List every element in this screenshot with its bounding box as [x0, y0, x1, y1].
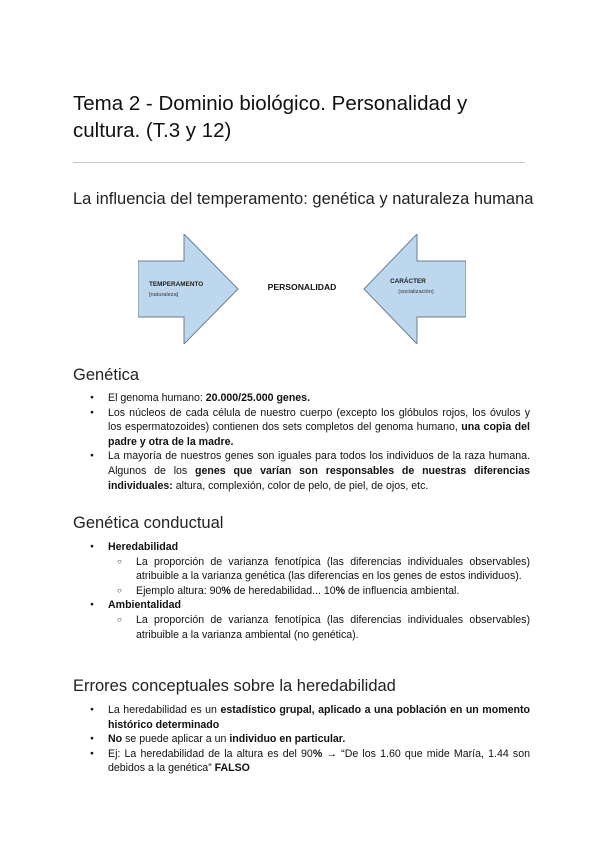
section-heading-temperament: La influencia del temperamento: genética y naturaleza humana	[73, 190, 534, 208]
sub-list-item: ○ La proporción de varianza fenotípica (las diferencias individuales observables) atribuible a la varianza ambiental (no genética).	[90, 613, 530, 642]
errores-list	[90, 703, 530, 776]
personality-diagram	[138, 234, 466, 344]
temperament-sublabel: [naturaleza]	[149, 292, 179, 298]
personality-label: PERSONALIDAD	[267, 282, 337, 292]
temperament-arrow	[138, 234, 238, 344]
character-label: CARÁCTER	[390, 278, 426, 285]
genetica-list	[90, 391, 530, 493]
horizontal-rule	[73, 162, 525, 163]
list-item: ● Ambientalidad ○ La proporción de varianza fenotípica (las diferencias individuales observables) atribuible a la varianza ambiental (no genética).	[90, 598, 530, 642]
conductual-list	[90, 540, 530, 642]
list-item: ● El genoma humano: 20.000/25.000 genes.	[90, 391, 530, 406]
list-item: ● La mayoría de nuestros genes son iguales para todos los individuos de la raza humana. Algunos de los genes que varían son responsables de nuestras diferencias individuales: altura, complexión, color de pelo, de piel, de ojos, etc.	[90, 449, 530, 493]
list-item: ● Los núcleos de cada célula de nuestro cuerpo (excepto los glóbulos rojos, los óvulos y los espermatozoides) contienen dos sets completos del genoma humano, una copia del padre y otra de la madre.	[90, 406, 530, 450]
section-heading-errores: Errores conceptuales sobre la heredabilidad	[73, 677, 396, 695]
section-heading-genetica-conductual: Genética conductual	[73, 514, 224, 532]
list-item: ● La heredabilidad es un estadístico grupal, aplicado a una población en un momento histórico determinado	[90, 703, 530, 732]
list-item: ● Heredabilidad ○ La proporción de varianza fenotípica (las diferencias individuales observables) atribuible a la varianza genética (las diferencias en los genes de estos individuos). ○ Ejemplo altura: 90% de heredabilidad... 10% de influencia ambiental.	[90, 540, 530, 598]
section-heading-genetica: Genética	[73, 366, 140, 384]
list-item: ● Ej: La heredabilidad de la altura es del 90% → “De los 1.60 que mide María, 1.44 son debidos a la genética” FALSO	[90, 747, 530, 776]
page-title: Tema 2 - Dominio biológico. Personalidad y cultura. (T.3 y 12)	[73, 92, 468, 142]
heredabilidad-sublist	[90, 555, 530, 599]
ambientalidad-sublist	[90, 613, 530, 642]
temperament-label: TEMPERAMENTO	[149, 281, 204, 288]
sub-list-item: ○ La proporción de varianza fenotípica (las diferencias individuales observables) atribuible a la varianza genética (las diferencias en los genes de estos individuos).	[90, 555, 530, 584]
sub-list-item: ○ Ejemplo altura: 90% de heredabilidad... 10% de influencia ambiental.	[90, 584, 530, 599]
character-sublabel: (socialización)	[398, 289, 434, 295]
list-item: ● No se puede aplicar a un individuo en particular.	[90, 732, 530, 747]
